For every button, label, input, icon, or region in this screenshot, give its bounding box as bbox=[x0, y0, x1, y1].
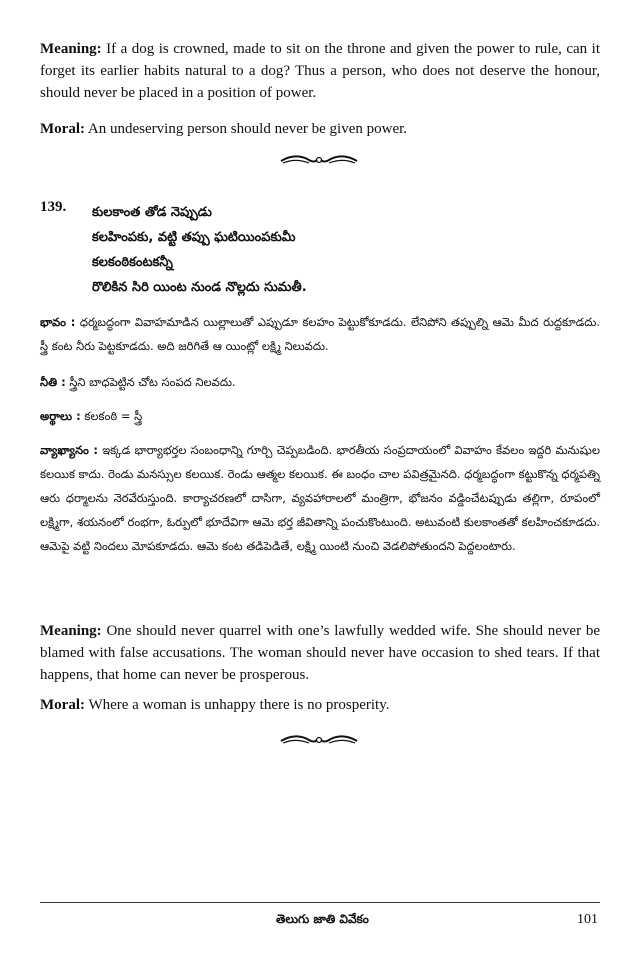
moral-paragraph-1 bbox=[40, 118, 600, 140]
poem-line: రొలికిన సిరి యింట నుండ నొల్లదు సుమతీ. bbox=[92, 280, 307, 295]
meaning-paragraph-1 bbox=[40, 38, 600, 104]
moral-label: Moral: bbox=[40, 697, 85, 713]
poem-verse bbox=[92, 200, 512, 300]
ornament-divider-icon bbox=[279, 732, 359, 748]
meaning-text: If a dog is crowned, made to sit on the throne and given the power to rule, can it forget its earlier habits natural to a dog? Thus a person, who does not deserve the honour, should never be placed in a position of power. bbox=[40, 41, 600, 101]
meaning-paragraph-2 bbox=[40, 620, 600, 686]
moral-paragraph-2 bbox=[40, 694, 600, 716]
bhavam-text: ధర్మబద్ధంగా వివాహమాడిన యిల్లాలుతో ఎప్పుడూ కలహం పెట్టుకోకూడదు. లేనిపోని తప్పుల్ని ఆమె మీద రుద్దకూడదు. స్త్రీ కంట నీరు పెట్టకూడదు. అది జరిగితే ఆ యింట్లో లక్ష్మి నిలువదు. bbox=[40, 315, 600, 353]
moral-text: An undeserving person should never be given power. bbox=[87, 121, 408, 137]
ornament-divider-icon bbox=[279, 152, 359, 168]
neeti-label: నీతి : bbox=[40, 375, 66, 389]
vyakhyanam-label: వ్యాఖ్యానం : bbox=[40, 443, 99, 457]
footer-divider bbox=[40, 902, 600, 903]
bhavam-label: భావం : bbox=[40, 315, 76, 329]
poem-number: 139. bbox=[40, 199, 67, 215]
bhavam-paragraph bbox=[40, 310, 600, 358]
meaning-text: One should never quarrel with one’s lawfully wedded wife. She should never be blamed with false accusations. The woman should never have occasion to shed tears. If that happens, that home can never be prosperous. bbox=[40, 623, 601, 683]
arthalu-text: కలకంఠి = స్త్రీ bbox=[84, 409, 143, 423]
moral-text: Where a woman is unhappy there is no prosperity. bbox=[88, 697, 390, 713]
poem-line: కులకాంత తోడ నెప్పుడు bbox=[92, 205, 212, 220]
page-number: 101 bbox=[577, 912, 598, 927]
neeti-paragraph bbox=[40, 370, 600, 394]
vyakhyanam-paragraph bbox=[40, 438, 600, 558]
meaning-label: Meaning: bbox=[40, 41, 102, 57]
vyakhyanam-text: ఇక్కడ భార్యాభర్తల సంబంధాన్ని గూర్చి చెప్పబడింది. భారతీయ సంప్రదాయంలో వివాహం కేవలం ఇద్దరి మనుషుల కలయిక కాదు. రెండు మనస్సుల కలయిక. రెండు ఆత్మల కలయిక. ఈ బంధం చాల పవిత్రమైనది. ధర్మబద్ధంగా కట్టుకొన్న ధర్మపత్ని ఆరు ధర్మాలను నెరవేరుస్తుంది. కార్యాచరణలో దాసిగా, వ్యవహారాలలో మంత్రిగా, భోజనం వడ్డించేటప్పుడు తల్లిగా, రూపంలో లక్ష్మిగా, శయనంలో రంభగా, ఓర్పులో భూదేవిగా ఆమె భర్త జీవితాన్ని పంచుకొంటుంది. అటువంటి కులకాంతతో కలహించకూడదు. ఆమెపై వట్టి నిందలు మోపకూడదు. ఆమె కంట తడిపెడితే, లక్ష్మి యింటి నుంచి వెడలిపోతుందని పెద్దలంటారు. bbox=[40, 443, 600, 553]
poem-line: కలహింపకు, వట్టి తప్పు ఘటియింపకుమీ bbox=[92, 230, 296, 245]
poem-line: కలకంఠికంటకన్నీ bbox=[92, 255, 173, 270]
meaning-label: Meaning: bbox=[40, 623, 102, 639]
moral-label: Moral: bbox=[40, 121, 85, 137]
arthalu-label: అర్థాలు : bbox=[40, 409, 81, 423]
arthalu-paragraph bbox=[40, 404, 600, 428]
neeti-text: స్త్రీని బాధపెట్టిన చోట సంపద నిలవదు. bbox=[69, 375, 236, 389]
footer-book-title: తెలుగు జాతి వివేకం bbox=[276, 912, 369, 926]
